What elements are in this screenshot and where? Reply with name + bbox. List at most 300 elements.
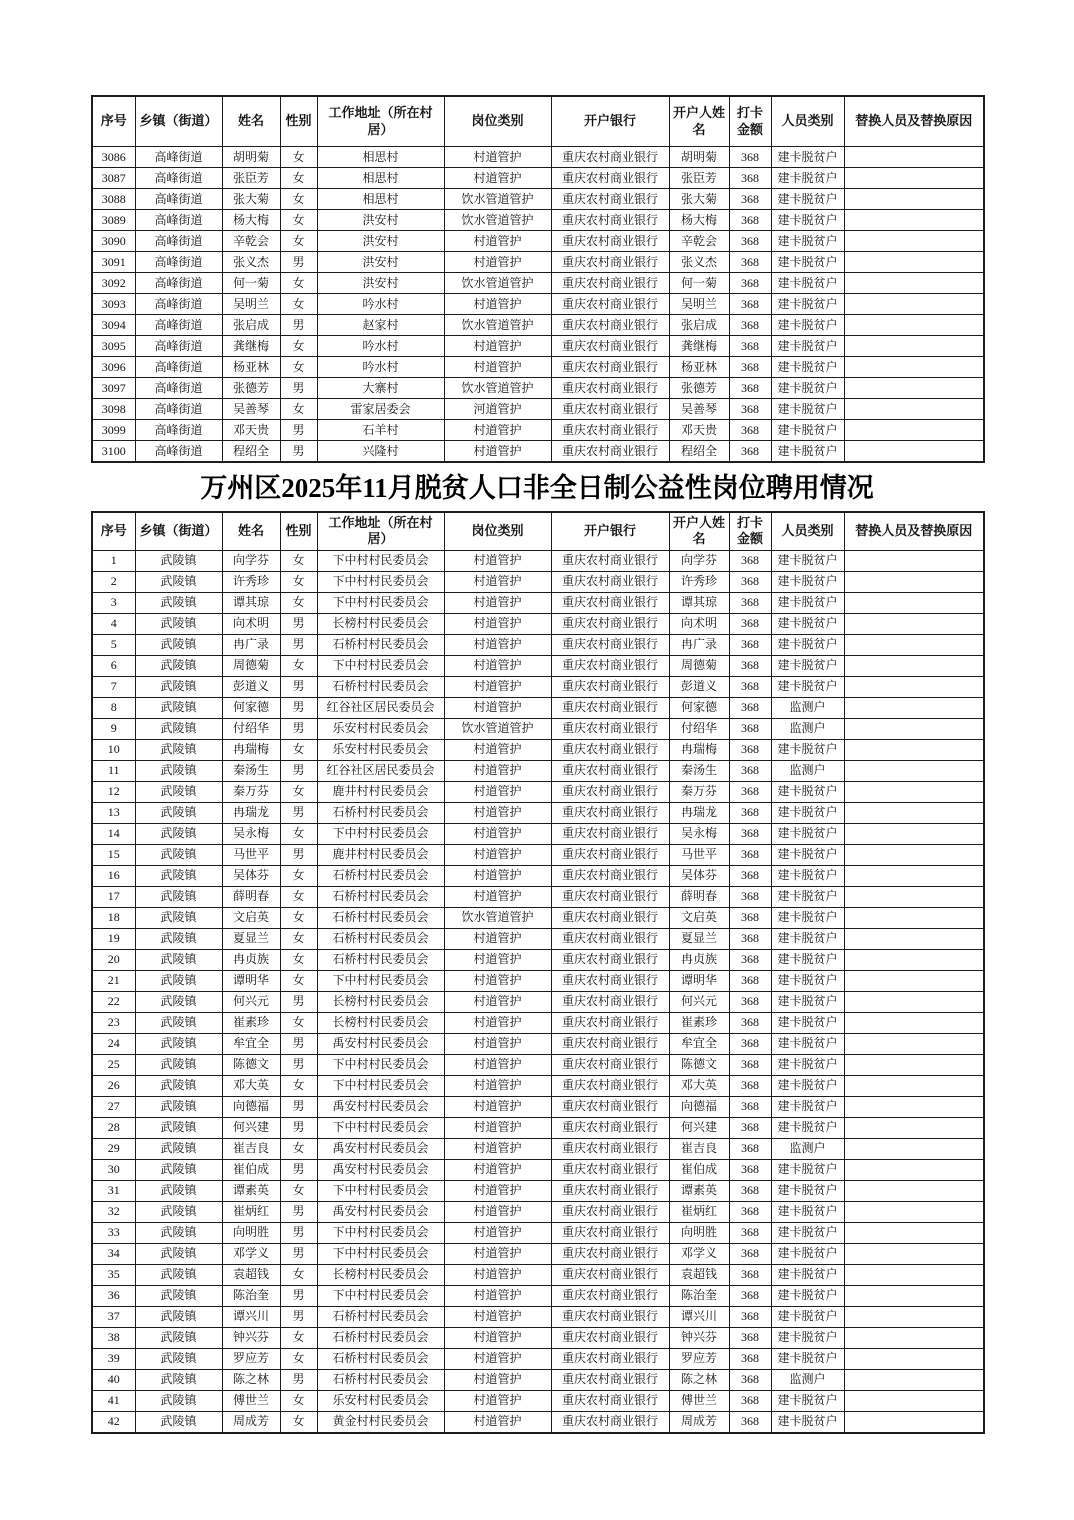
cell-name: 夏显兰 [222,928,280,949]
cell-category: 建卡脱贫户 [771,294,844,315]
cell-amount: 368 [729,1390,771,1411]
cell-town: 武陵镇 [135,634,222,655]
cell-bank: 重庆农村商业银行 [551,1243,669,1264]
cell-gender: 男 [280,1117,317,1138]
cell-town: 武陵镇 [135,697,222,718]
cell-town: 武陵镇 [135,760,222,781]
cell-amount: 368 [729,1411,771,1433]
cell-address: 禹安村村民委员会 [317,1159,444,1180]
table-row [92,1411,984,1433]
cell-bank: 重庆农村商业银行 [551,273,669,294]
cell-gender: 男 [280,441,317,463]
cell-job: 村道管护 [444,1201,551,1222]
cell-name: 张臣芳 [222,168,280,189]
cell-category: 建卡脱贫户 [771,571,844,592]
cell-job: 村道管护 [444,252,551,273]
cell-gender: 女 [280,655,317,676]
cell-bank: 重庆农村商业银行 [551,336,669,357]
cell-payee: 杨亚林 [669,357,729,378]
table-row [92,189,984,210]
cell-job: 村道管护 [444,336,551,357]
cell-amount: 368 [729,991,771,1012]
cell-category: 建卡脱贫户 [771,420,844,441]
cell-town: 武陵镇 [135,802,222,823]
cell-job: 村道管护 [444,1033,551,1054]
cell-replacement [844,231,984,252]
cell-name: 吴明兰 [222,294,280,315]
cell-bank: 重庆农村商业银行 [551,210,669,231]
cell-town: 武陵镇 [135,970,222,991]
cell-gender: 女 [280,357,317,378]
cell-bank: 重庆农村商业银行 [551,315,669,336]
cell-amount: 368 [729,1285,771,1306]
table-row [92,970,984,991]
cell-gender: 女 [280,928,317,949]
cell-amount: 368 [729,928,771,949]
cell-bank: 重庆农村商业银行 [551,1012,669,1033]
table-row [92,1012,984,1033]
cell-amount: 368 [729,441,771,463]
cell-bank: 重庆农村商业银行 [551,1033,669,1054]
cell-amount: 368 [729,697,771,718]
cell-gender: 男 [280,718,317,739]
cell-gender: 女 [280,1138,317,1159]
table-body [92,550,984,1433]
cell-name: 何一菊 [222,273,280,294]
cell-bank: 重庆农村商业银行 [551,1264,669,1285]
cell-seq: 3099 [92,420,135,441]
cell-name: 邓学义 [222,1243,280,1264]
cell-job: 村道管护 [444,1117,551,1138]
col-header-category: 人员类别 [771,96,844,147]
cell-amount: 368 [729,1096,771,1117]
cell-category: 建卡脱贫户 [771,1411,844,1433]
table-row [92,823,984,844]
cell-replacement [844,760,984,781]
cell-job: 村道管护 [444,1138,551,1159]
cell-bank: 重庆农村商业银行 [551,231,669,252]
table-row [92,907,984,928]
cell-seq: 3095 [92,336,135,357]
table-row [92,336,984,357]
cell-amount: 368 [729,676,771,697]
col-header-payee: 开户人姓名 [669,96,729,147]
cell-address: 红谷社区居民委员会 [317,697,444,718]
cell-address: 禹安村村民委员会 [317,1033,444,1054]
cell-name: 陈德文 [222,1054,280,1075]
cell-gender: 男 [280,613,317,634]
cell-payee: 杨大梅 [669,210,729,231]
cell-replacement [844,823,984,844]
cell-replacement [844,928,984,949]
cell-amount: 368 [729,655,771,676]
cell-payee: 何兴建 [669,1117,729,1138]
cell-address: 下中村村民委员会 [317,823,444,844]
cell-job: 村道管护 [444,739,551,760]
cell-seq: 40 [92,1369,135,1390]
cell-name: 辛乾会 [222,231,280,252]
cell-seq: 29 [92,1138,135,1159]
cell-category: 建卡脱贫户 [771,781,844,802]
table-row [92,1369,984,1390]
cell-town: 武陵镇 [135,1264,222,1285]
cell-town: 武陵镇 [135,1306,222,1327]
cell-amount: 368 [729,1201,771,1222]
cell-seq: 3090 [92,231,135,252]
cell-address: 红谷社区居民委员会 [317,760,444,781]
cell-seq: 3096 [92,357,135,378]
cell-job: 村道管护 [444,613,551,634]
cell-job: 饮水管道管护 [444,718,551,739]
cell-job: 村道管护 [444,886,551,907]
cell-bank: 重庆农村商业银行 [551,1054,669,1075]
cell-seq: 35 [92,1264,135,1285]
cell-job: 村道管护 [444,1369,551,1390]
cell-bank: 重庆农村商业银行 [551,718,669,739]
cell-job: 村道管护 [444,991,551,1012]
cell-category: 建卡脱贫户 [771,1285,844,1306]
cell-category: 建卡脱贫户 [771,970,844,991]
cell-payee: 冉瑞龙 [669,802,729,823]
table-row [92,252,984,273]
cell-name: 吴永梅 [222,823,280,844]
cell-replacement [844,907,984,928]
cell-name: 向明胜 [222,1222,280,1243]
cell-amount: 368 [729,1222,771,1243]
cell-replacement [844,441,984,463]
cell-amount: 368 [729,1159,771,1180]
cell-town: 高峰街道 [135,441,222,463]
cell-replacement [844,1075,984,1096]
cell-category: 建卡脱贫户 [771,357,844,378]
cell-name: 冉贞族 [222,949,280,970]
col-header-town: 乡镇（街道） [135,96,222,147]
cell-category: 建卡脱贫户 [771,928,844,949]
cell-payee: 陈治奎 [669,1285,729,1306]
cell-job: 村道管护 [444,550,551,571]
cell-category: 监测户 [771,760,844,781]
cell-seq: 14 [92,823,135,844]
cell-category: 监测户 [771,718,844,739]
cell-seq: 15 [92,844,135,865]
cell-replacement [844,1012,984,1033]
cell-replacement [844,315,984,336]
cell-name: 周成芳 [222,1411,280,1433]
cell-replacement [844,655,984,676]
header-row [92,512,984,551]
cell-replacement [844,273,984,294]
cell-seq: 3088 [92,189,135,210]
table-row [92,1201,984,1222]
cell-replacement [844,592,984,613]
cell-payee: 向术明 [669,613,729,634]
cell-gender: 女 [280,1264,317,1285]
cell-seq: 10 [92,739,135,760]
cell-town: 武陵镇 [135,571,222,592]
cell-job: 村道管护 [444,823,551,844]
table-row [92,949,984,970]
cell-job: 村道管护 [444,1054,551,1075]
cell-seq: 3093 [92,294,135,315]
cell-bank: 重庆农村商业银行 [551,613,669,634]
cell-gender: 女 [280,273,317,294]
cell-amount: 368 [729,781,771,802]
cell-town: 武陵镇 [135,1096,222,1117]
cell-town: 武陵镇 [135,1138,222,1159]
cell-seq: 32 [92,1201,135,1222]
cell-gender: 男 [280,420,317,441]
cell-payee: 向学芬 [669,550,729,571]
cell-name: 文启英 [222,907,280,928]
cell-seq: 26 [92,1075,135,1096]
cell-replacement [844,571,984,592]
cell-seq: 22 [92,991,135,1012]
cell-seq: 3097 [92,378,135,399]
cell-amount: 368 [729,886,771,907]
table-row [92,1222,984,1243]
cell-town: 武陵镇 [135,991,222,1012]
cell-category: 监测户 [771,1138,844,1159]
cell-gender: 女 [280,399,317,420]
cell-amount: 368 [729,634,771,655]
cell-payee: 付绍华 [669,718,729,739]
cell-payee: 马世平 [669,844,729,865]
cell-payee: 牟宜全 [669,1033,729,1054]
cell-job: 饮水管道管护 [444,210,551,231]
table-row [92,1180,984,1201]
cell-address: 石桥村村民委员会 [317,886,444,907]
cell-category: 建卡脱贫户 [771,252,844,273]
cell-job: 村道管护 [444,1348,551,1369]
table-row [92,1285,984,1306]
cell-address: 石桥村村民委员会 [317,1369,444,1390]
cell-category: 建卡脱贫户 [771,655,844,676]
cell-payee: 薛明春 [669,886,729,907]
cell-name: 许秀珍 [222,571,280,592]
cell-job: 村道管护 [444,592,551,613]
cell-address: 大寨村 [317,378,444,399]
cell-amount: 368 [729,571,771,592]
cell-address: 长榜村村民委员会 [317,613,444,634]
table-body [92,147,984,463]
col-header-job: 岗位类别 [444,512,551,551]
cell-payee: 谭其琼 [669,592,729,613]
cell-payee: 秦汤生 [669,760,729,781]
cell-gender: 男 [280,315,317,336]
cell-town: 高峰街道 [135,252,222,273]
cell-category: 建卡脱贫户 [771,189,844,210]
cell-bank: 重庆农村商业银行 [551,697,669,718]
cell-bank: 重庆农村商业银行 [551,294,669,315]
cell-bank: 重庆农村商业银行 [551,147,669,168]
cell-amount: 368 [729,592,771,613]
cell-address: 下中村村民委员会 [317,550,444,571]
cell-job: 村道管护 [444,1411,551,1433]
cell-name: 向德福 [222,1096,280,1117]
cell-address: 禹安村村民委员会 [317,1138,444,1159]
table-row [92,781,984,802]
cell-address: 长榜村村民委员会 [317,991,444,1012]
cell-town: 高峰街道 [135,168,222,189]
cell-job: 村道管护 [444,655,551,676]
col-header-bank: 开户银行 [551,96,669,147]
cell-job: 村道管护 [444,760,551,781]
cell-bank: 重庆农村商业银行 [551,823,669,844]
cell-bank: 重庆农村商业银行 [551,760,669,781]
cell-replacement [844,1327,984,1348]
cell-seq: 33 [92,1222,135,1243]
cell-name: 陈治奎 [222,1285,280,1306]
cell-category: 建卡脱贫户 [771,147,844,168]
cell-job: 村道管护 [444,231,551,252]
cell-bank: 重庆农村商业银行 [551,592,669,613]
cell-job: 村道管护 [444,1012,551,1033]
cell-address: 石桥村村民委员会 [317,802,444,823]
cell-payee: 龚继梅 [669,336,729,357]
table-row [92,718,984,739]
cell-replacement [844,1054,984,1075]
col-header-name: 姓名 [222,512,280,551]
cell-bank: 重庆农村商业银行 [551,1327,669,1348]
cell-name: 袁超钱 [222,1264,280,1285]
cell-amount: 368 [729,294,771,315]
cell-bank: 重庆农村商业银行 [551,634,669,655]
cell-bank: 重庆农村商业银行 [551,1159,669,1180]
cell-category: 建卡脱贫户 [771,1159,844,1180]
cell-address: 下中村村民委员会 [317,1180,444,1201]
cell-town: 高峰街道 [135,378,222,399]
cell-gender: 男 [280,1243,317,1264]
cell-category: 建卡脱贫户 [771,1012,844,1033]
cell-category: 建卡脱贫户 [771,273,844,294]
cell-address: 吟水村 [317,294,444,315]
cell-gender: 女 [280,970,317,991]
cell-amount: 368 [729,189,771,210]
cell-payee: 邓学义 [669,1243,729,1264]
cell-bank: 重庆农村商业银行 [551,1201,669,1222]
cell-gender: 女 [280,739,317,760]
cell-category: 建卡脱贫户 [771,550,844,571]
table-row [92,315,984,336]
cell-category: 建卡脱贫户 [771,441,844,463]
cell-name: 张大菊 [222,189,280,210]
cell-amount: 368 [729,1012,771,1033]
cell-name: 谭兴川 [222,1306,280,1327]
cell-category: 建卡脱贫户 [771,1390,844,1411]
table-row [92,613,984,634]
table-header [92,96,984,147]
cell-category: 建卡脱贫户 [771,949,844,970]
cell-town: 高峰街道 [135,231,222,252]
cell-job: 村道管护 [444,844,551,865]
cell-gender: 女 [280,907,317,928]
cell-address: 鹿井村村民委员会 [317,844,444,865]
cell-bank: 重庆农村商业银行 [551,441,669,463]
cell-category: 建卡脱贫户 [771,823,844,844]
cell-gender: 男 [280,378,317,399]
cell-bank: 重庆农村商业银行 [551,550,669,571]
cell-name: 牟宜全 [222,1033,280,1054]
cell-bank: 重庆农村商业银行 [551,928,669,949]
cell-bank: 重庆农村商业银行 [551,949,669,970]
cell-amount: 368 [729,1243,771,1264]
cell-town: 武陵镇 [135,1285,222,1306]
cell-job: 村道管护 [444,420,551,441]
cell-category: 建卡脱贫户 [771,1348,844,1369]
cell-address: 下中村村民委员会 [317,1054,444,1075]
cell-town: 武陵镇 [135,886,222,907]
cell-seq: 3094 [92,315,135,336]
cell-seq: 13 [92,802,135,823]
cell-category: 建卡脱贫户 [771,1222,844,1243]
cell-payee: 周德菊 [669,655,729,676]
table-row [92,147,984,168]
cell-category: 建卡脱贫户 [771,739,844,760]
cell-town: 高峰街道 [135,420,222,441]
cell-category: 建卡脱贫户 [771,1033,844,1054]
cell-town: 武陵镇 [135,718,222,739]
cell-replacement [844,210,984,231]
cell-category: 建卡脱贫户 [771,378,844,399]
cell-name: 邓大英 [222,1075,280,1096]
cell-payee: 邓大英 [669,1075,729,1096]
cell-bank: 重庆农村商业银行 [551,1285,669,1306]
cell-payee: 冉广录 [669,634,729,655]
cell-replacement [844,886,984,907]
cell-town: 武陵镇 [135,907,222,928]
cell-payee: 张义杰 [669,252,729,273]
cell-name: 罗应芳 [222,1348,280,1369]
cell-amount: 368 [729,1306,771,1327]
cell-job: 村道管护 [444,949,551,970]
table-row [92,760,984,781]
cell-replacement [844,420,984,441]
table-row [92,399,984,420]
cell-category: 建卡脱贫户 [771,210,844,231]
cell-town: 武陵镇 [135,1159,222,1180]
col-header-town: 乡镇（街道） [135,512,222,551]
cell-amount: 368 [729,718,771,739]
cell-job: 村道管护 [444,970,551,991]
cell-payee: 胡明菊 [669,147,729,168]
cell-address: 禹安村村民委员会 [317,1096,444,1117]
cell-gender: 男 [280,1306,317,1327]
table-row [92,168,984,189]
cell-bank: 重庆农村商业银行 [551,168,669,189]
cell-seq: 3086 [92,147,135,168]
cell-bank: 重庆农村商业银行 [551,1306,669,1327]
cell-seq: 3087 [92,168,135,189]
cell-address: 乐安村村民委员会 [317,718,444,739]
cell-amount: 368 [729,168,771,189]
cell-amount: 368 [729,1138,771,1159]
cell-payee: 崔素珍 [669,1012,729,1033]
cell-gender: 女 [280,231,317,252]
cell-seq: 3 [92,592,135,613]
cell-job: 村道管护 [444,1327,551,1348]
cell-bank: 重庆农村商业银行 [551,1117,669,1138]
cell-amount: 368 [729,231,771,252]
cell-seq: 6 [92,655,135,676]
cell-address: 下中村村民委员会 [317,970,444,991]
cell-seq: 9 [92,718,135,739]
cell-job: 村道管护 [444,357,551,378]
cell-town: 武陵镇 [135,1411,222,1433]
table-header [92,512,984,551]
cell-replacement [844,865,984,886]
cell-address: 下中村村民委员会 [317,1222,444,1243]
cell-payee: 秦万芬 [669,781,729,802]
